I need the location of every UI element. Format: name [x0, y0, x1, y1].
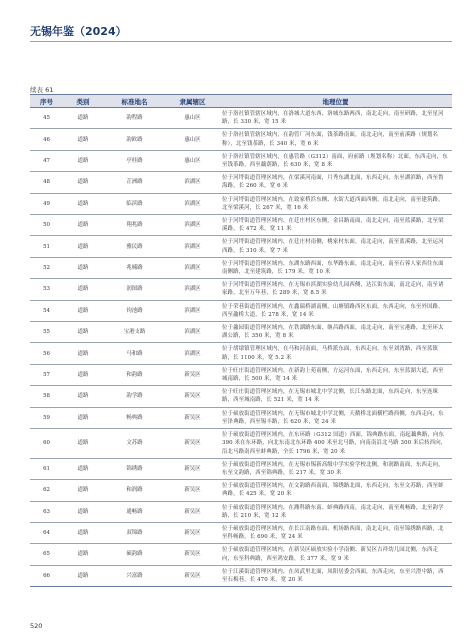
row-location: 位于硕放街道管理区域内，在无锡市锡新高级中学实验学校北侧，和润路南面，东西走向，东至文韵路，西至锦典路，长 217 米，宽 30 米 [219, 458, 452, 479]
row-standard-name: 兆楠路 [103, 257, 166, 278]
row-category: 道路 [63, 364, 103, 385]
row-district: 新吴区 [166, 407, 219, 428]
row-category: 道路 [63, 236, 103, 257]
row-district: 滨湖区 [166, 236, 219, 257]
row-standard-name: 韵欧路 [103, 129, 166, 150]
row-district: 惠山区 [166, 108, 219, 129]
table-body [30, 108, 452, 587]
row-standard-name: 马和路 [103, 343, 166, 364]
row-district: 新吴区 [166, 386, 219, 407]
column-header-location: 地理位置 [219, 95, 452, 108]
row-standard-name: 和韵路 [103, 364, 166, 385]
row-number: 59 [30, 407, 63, 428]
table-row [30, 343, 452, 364]
row-number: 61 [30, 458, 63, 479]
table-header-row [30, 95, 452, 108]
row-standard-name: 和润路 [103, 480, 166, 501]
row-category: 道路 [63, 215, 103, 236]
row-standard-name: 雅民路 [103, 236, 166, 257]
table-row [30, 279, 452, 300]
row-number: 54 [30, 300, 63, 321]
table-row [30, 322, 452, 343]
column-header-number: 序号 [30, 95, 63, 108]
row-number: 65 [30, 544, 63, 565]
row-standard-name: 宝港支路 [103, 322, 166, 343]
row-district: 新吴区 [166, 429, 219, 459]
row-location: 位于硕放街道管理区域内，在长江南路东面、机场路西面，南北走向，南至锦绣路西路，北至科畅路，长 690 米，宽 24 米 [219, 522, 452, 543]
row-category: 道路 [63, 257, 103, 278]
table-row [30, 522, 452, 543]
row-number: 48 [30, 172, 63, 193]
table-row [30, 215, 452, 236]
row-district: 新吴区 [166, 458, 219, 479]
row-category: 道路 [63, 522, 103, 543]
row-category: 道路 [63, 322, 103, 343]
row-category: 道路 [63, 193, 103, 214]
row-location: 位于硕放街道管理区域内，在文韵路西南面，锦绣路北面，东西走向，东至文苏路，西至蚌典路，长 425 米，宽 20 米 [219, 480, 452, 501]
row-location: 位于河埒街道管理区域内，在廷庄村区东侧，金昌路南面，南北走向，南至蓝溪路，北至梁溪路，长 472 米，宽 11 米 [219, 215, 452, 236]
table-row [30, 150, 452, 171]
row-district: 新吴区 [166, 544, 219, 565]
row-district: 新吴区 [166, 522, 219, 543]
row-number: 58 [30, 386, 63, 407]
table-title: 续表 61 [30, 86, 54, 94]
row-number: 62 [30, 480, 63, 501]
row-number: 66 [30, 565, 63, 586]
row-district: 新吴区 [166, 364, 219, 385]
table-row [30, 108, 452, 129]
row-location: 位于河埒街道管理区域内，在无锡市滨湖实验幼儿园西侧，达江街东面，南北走向，南至诸家路，北至万年巷，长 289 米，宽 8.5 米 [219, 279, 452, 300]
table-row [30, 172, 452, 193]
table-row [30, 364, 452, 385]
table-row [30, 257, 452, 278]
column-header-district: 隶属辖区 [166, 95, 219, 108]
row-district: 惠山区 [166, 129, 219, 150]
row-district: 滨湖区 [166, 279, 219, 300]
row-number: 64 [30, 522, 63, 543]
row-category: 道路 [63, 279, 103, 300]
row-location: 位于洛社镇管辖区域内，在惠管路（G312）南面，府前路（规划名称）北面，东西走向，东至钱茶路，西至藕荫路，长 630 米，宽 8 米 [219, 150, 452, 171]
header-rule [30, 41, 452, 42]
column-header-category: 类别 [63, 95, 103, 108]
row-category: 道路 [63, 407, 103, 428]
row-category: 道路 [63, 150, 103, 171]
row-category: 道路 [63, 300, 103, 321]
table-row [30, 386, 452, 407]
row-standard-name: 兴富路 [103, 565, 166, 586]
row-location: 位于洛社镇管辖区域内，在洛城大道东西、洛城东路两西，南北走向，南至研路，北至星河路，长 330 米，宽 15 米 [219, 108, 452, 129]
row-district: 新吴区 [166, 501, 219, 522]
row-number: 47 [30, 150, 63, 171]
row-district: 滨湖区 [166, 322, 219, 343]
row-number: 46 [30, 129, 63, 150]
column-header-standard-name: 标准地名 [103, 95, 166, 108]
table-row [30, 429, 452, 459]
row-number: 56 [30, 343, 63, 364]
table-row [30, 458, 452, 479]
row-category: 道路 [63, 129, 103, 150]
row-district: 惠山区 [166, 150, 219, 171]
row-category: 道路 [63, 343, 103, 364]
table-row [30, 501, 452, 522]
row-location: 位于硕放街道管理区域内，在东环路（G312 国道）西面，锦典路东面，南起藕典路，向东 390 米在东环路，向北东南北东环路 400 米至北马路，向南南沿北马路 300 米后转西向，沿北马路南西至蚌典路，全长 1796 米，宽 20 米 [219, 429, 452, 459]
row-standard-name: 芷洲路 [103, 172, 166, 193]
row-location: 位于蠡园街道管理区域内，在铁湖路东面、继昌路西面，南北走向，南至宝港路，北至环太湖公路，长 350 米，宽 8 米 [219, 322, 452, 343]
row-category: 道路 [63, 108, 103, 129]
row-category: 道路 [63, 458, 103, 479]
row-standard-name: 畅典路 [103, 407, 166, 428]
row-location: 位于旺庄街道管理区域内，在无锡市城北中学北侧，长江东路北面，东西走向，东至连珠路，西至城南路，长 521 米，宽 14 米 [219, 386, 452, 407]
row-location: 位于胡埭镇管理区域内，在马和河南面，马桥派东面，东西走向，东至刘湾路，西至蓝镇路，长 1100 米，宽 5.2 米 [219, 343, 452, 364]
row-category: 道路 [63, 172, 103, 193]
table-row [30, 236, 452, 257]
row-category: 道路 [63, 501, 103, 522]
row-location: 位于河埒街道管理区域内，东湖东路西面，东华路东面，南北走向，南至石蓉人家西住东面南侧路，北至建筑路，长 179 米，宽 10 米 [219, 257, 452, 278]
row-location: 位于硕放街道管理区域内，在新吴区硕放实验小学南侧、新吴区吉祥幼儿园北侧，东西走向，东至科典路，西至鸿安路，长 377 米，宽 9 米 [219, 544, 452, 565]
table-row [30, 480, 452, 501]
row-number: 57 [30, 364, 63, 385]
row-category: 道路 [63, 565, 103, 586]
row-number: 49 [30, 193, 63, 214]
row-number: 63 [30, 501, 63, 522]
running-head-title: 无锡年鉴（2024） [30, 25, 127, 38]
table-row [30, 407, 452, 428]
table-row [30, 193, 452, 214]
row-standard-name: 锦绣路 [103, 458, 166, 479]
row-standard-name: 通畅路 [103, 501, 166, 522]
row-standard-name: 韵程路 [103, 108, 166, 129]
row-number: 45 [30, 108, 63, 129]
row-standard-name: 翔兆路 [103, 215, 166, 236]
row-number: 60 [30, 429, 63, 459]
row-district: 新吴区 [166, 480, 219, 501]
row-district: 滨湖区 [166, 257, 219, 278]
row-location: 位于洛社镇管辖区域内，在韵管厂河东面，钱茶路南面，南北走向，南至前溪路（规划名称），北至钱茶路，长 340 米，宽 6 米 [219, 129, 452, 150]
row-district: 新吴区 [166, 565, 219, 586]
row-district: 滨湖区 [166, 343, 219, 364]
row-location: 位于江溪街道管理区域内，在凤武里北面，凤阳居委会西面，东西走向，东至兴澄中路，西至石梅巷，长 470 米，宽 20 米 [219, 565, 452, 586]
row-location: 位于河埒街道管理区域内，在廷庄村南侧，桃家村东面，南北走向，南至蓝溪路，北至运河西路，长 310 米，宽 7 米 [219, 236, 452, 257]
row-number: 52 [30, 257, 63, 278]
row-number: 53 [30, 279, 63, 300]
row-category: 道路 [63, 386, 103, 407]
row-category: 道路 [63, 429, 103, 459]
row-number: 51 [30, 236, 63, 257]
row-number: 50 [30, 215, 63, 236]
table-row [30, 129, 452, 150]
row-category: 道路 [63, 544, 103, 565]
row-location: 位于河埒街道管理区域内，在梁溪河南面，月秀东湖北面，东西走向，东至湖滨路，西至鲁海路，长 260 米，宽 6 米 [219, 172, 452, 193]
row-location: 位于硕放街道管理区域内，在潍科路东南、蚌典路西南，南北走向，南至观畅路，北至韵学路，长 210 米，宽 12 米 [219, 501, 452, 522]
table-row [30, 565, 452, 586]
row-standard-name: 文苏路 [103, 429, 166, 459]
row-category: 道路 [63, 480, 103, 501]
row-location: 位于硕放街道管理区域内，在无锡市城北中学北侧，天鹅桥北面横栏路西侧，东西走向，东至泽典路，西至锡丰路，长 620 米，宽 24 米 [219, 407, 452, 428]
row-district: 滨湖区 [166, 215, 219, 236]
table-row [30, 544, 452, 565]
place-name-table [30, 94, 452, 587]
row-district: 滨湖区 [166, 193, 219, 214]
row-location: 位于河埒街道管理区域内，在致家桥浜东侧、水街大道西面西侧，南北走向，南至建筑路，北至梁溪河，长 267 米，宽 16 米 [219, 193, 452, 214]
row-number: 55 [30, 322, 63, 343]
row-district: 滨湖区 [166, 300, 219, 321]
row-standard-name: 钧池路 [103, 300, 166, 321]
row-standard-name: 临滨路 [103, 193, 166, 214]
row-standard-name: 双锦路 [103, 522, 166, 543]
page-number: 520 [30, 622, 43, 630]
row-location: 位于旺庄街道管理区域内，在新韵上苑南侧，方运河东面，东西走向，东至蓝湖大道，西至城南路，长 500 米，宽 14 米 [219, 364, 452, 385]
row-standard-name: 亭桂路 [103, 150, 166, 171]
row-standard-name: 硕韵路 [103, 544, 166, 565]
row-standard-name: 润图路 [103, 279, 166, 300]
row-location: 位于荣巷街道管理区域内，在鑫瑞桥湖南侧，山塘镇路西区东面，东西走向，东至外国路，西至蠡桥大道，长 278 米，宽 14 米 [219, 300, 452, 321]
row-district: 滨湖区 [166, 172, 219, 193]
table-row [30, 300, 452, 321]
row-standard-name: 韵学路 [103, 386, 166, 407]
